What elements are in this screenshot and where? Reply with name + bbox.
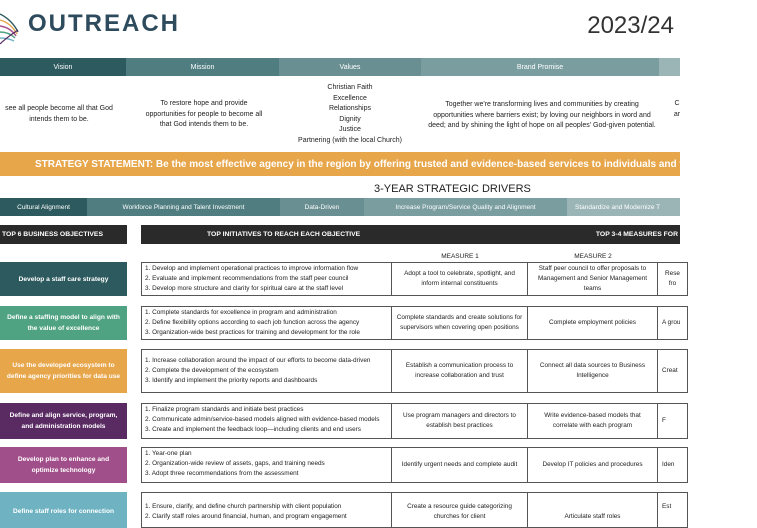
row6-measure1: Create a resource guide categorizing churches for client (392, 492, 528, 528)
row6-measure2: Articulate staff roles (528, 492, 658, 528)
vision-text: see all people become all that God intends them to be. (5, 105, 113, 123)
initiatives-4: 1. Finalize program standards and initiate best practices 2. Communicate admin/service-based models aligned with evidence-based models 3. Create and implement the feedback loop—including clients and end users (141, 403, 392, 439)
drivers-bar (0, 198, 680, 216)
measure2-label: MEASURE 2 (574, 253, 612, 260)
row2-measure1: Complete standards and create solutions for supervisors when covering open positions (392, 306, 528, 340)
row3-measure1: Establish a communication process to increase collaboration and trust (392, 349, 528, 393)
measure1-label: MEASURE 1 (441, 253, 479, 260)
initiatives-3: 1. Increase collaboration around the impact of our efforts to become data-driven 2. Complete the development of the ecosystem 3. Identify and implement the priority reports and dashboards (141, 349, 392, 393)
value-item: Christian Faith (327, 84, 373, 91)
objectives-header: TOP 6 BUSINESS OBJECTIVES (0, 225, 127, 244)
row1-measure1: Adopt a tool to celebrate, spotlight, and inform internal constituents (392, 262, 528, 296)
objective-5: Develop plan to enhance and optimize technology (0, 447, 127, 483)
objective-1: Develop a staff care strategy (0, 262, 127, 296)
row3-measure3: Creat (658, 349, 688, 393)
row5-measure2: Develop IT policies and procedures (528, 447, 658, 483)
row4-measure2: Write evidence-based models that correlate with each program (528, 403, 658, 439)
objective-2: Define a staffing model to align with the value of excellence (0, 306, 127, 340)
initiatives-5: 1. Year-one plan 2. Organization-wide review of assets, gaps, and training needs 3. Adopt three recommendations from the assessment (141, 447, 392, 483)
driver-cultural: Cultural Alignment (0, 198, 87, 216)
row2-measure3: A grou (658, 306, 688, 340)
driver-standardize: Standardize and Modernize T (567, 198, 680, 216)
driver-quality: Increase Program/Service Quality and Alignment (364, 198, 567, 216)
vmv-header (0, 58, 680, 76)
objective-4: Define and align service, program, and administration models (0, 403, 127, 439)
initiatives-1: 1. Develop and implement operational practices to improve information flow 2. Evaluate and implement recommendations from the staff peer council 3. Develop more structure and clarity for spiritual care at the staff level (141, 262, 392, 296)
initiatives-6: 1. Ensure, clarify, and define church partnership with client population 2. Clarify staff roles around financial, human, and program engagement (141, 492, 392, 528)
drivers-title: 3-YEAR STRATEGIC DRIVERS (374, 183, 531, 195)
brand-promise-header: Brand Promise (421, 58, 659, 76)
driver-data: Data-Driven (280, 198, 364, 216)
objective-3: Use the developed ecosystem to define agency priorities for data use (0, 349, 127, 393)
row1-measure2: Staff peer council to offer proposals to Management and Senior Management teams (528, 262, 658, 296)
values-header: Values (279, 58, 421, 76)
value-item: Justice (339, 126, 361, 133)
cut-text: C ar (673, 100, 681, 118)
logo-icon (0, 8, 22, 46)
measures-header: TOP 3-4 MEASURES FOR (595, 231, 678, 238)
values-list (285, 83, 415, 146)
value-item: Excellence (333, 94, 367, 102)
row4-measure1: Use program managers and directors to establish best practices (392, 403, 528, 439)
row5-measure3: Iden (658, 447, 688, 483)
mission-header: Mission (126, 58, 279, 76)
row5-measure1: Identify urgent needs and complete audit (392, 447, 528, 483)
row2-measure2: Complete employment policies (528, 306, 658, 340)
row4-measure3: F (658, 403, 688, 439)
brand-promise-text: Together we're transforming lives and communities by creating opportunities where barriers exist; by loving our neighbors in word and deed; and by shining the light of hope on all peoples' God-given potential. (428, 101, 656, 129)
strategy-statement: STRATEGY STATEMENT: Be the most effective agency in the region by offering trusted and evidence-based services to individuals and families seeking (0, 152, 680, 176)
initiatives-2: 1. Complete standards for excellence in program and administration 2. Define flexibility options according to each job function across the agency 3. Organization-wide best practices for training and development for the role (141, 306, 392, 340)
initiatives-header: TOP INITIATIVES TO REACH EACH OBJECTIVE TOP 3-4 MEASURES FOR (141, 225, 680, 244)
vision-header: Vision (0, 58, 126, 76)
value-item: Relationships (328, 105, 372, 112)
year-label: 2023/24 (587, 12, 674, 39)
value-item: Dignity (339, 115, 361, 123)
objective-6: Define staff roles for connection (0, 492, 127, 528)
row6-measure3: Est (658, 492, 688, 528)
header-cut (659, 58, 680, 76)
driver-workforce: Workforce Planning and Talent Investment (87, 198, 280, 216)
value-item: Partnering (with the local Church) (298, 136, 402, 144)
row1-measure3: Rese fro (658, 262, 688, 296)
brand-name: OUTREACH (28, 10, 180, 37)
row3-measure2: Connect all data sources to Business Intelligence (528, 349, 658, 393)
mission-text: To restore hope and provide opportunities for people to become all that God intends them to be. (145, 100, 263, 128)
